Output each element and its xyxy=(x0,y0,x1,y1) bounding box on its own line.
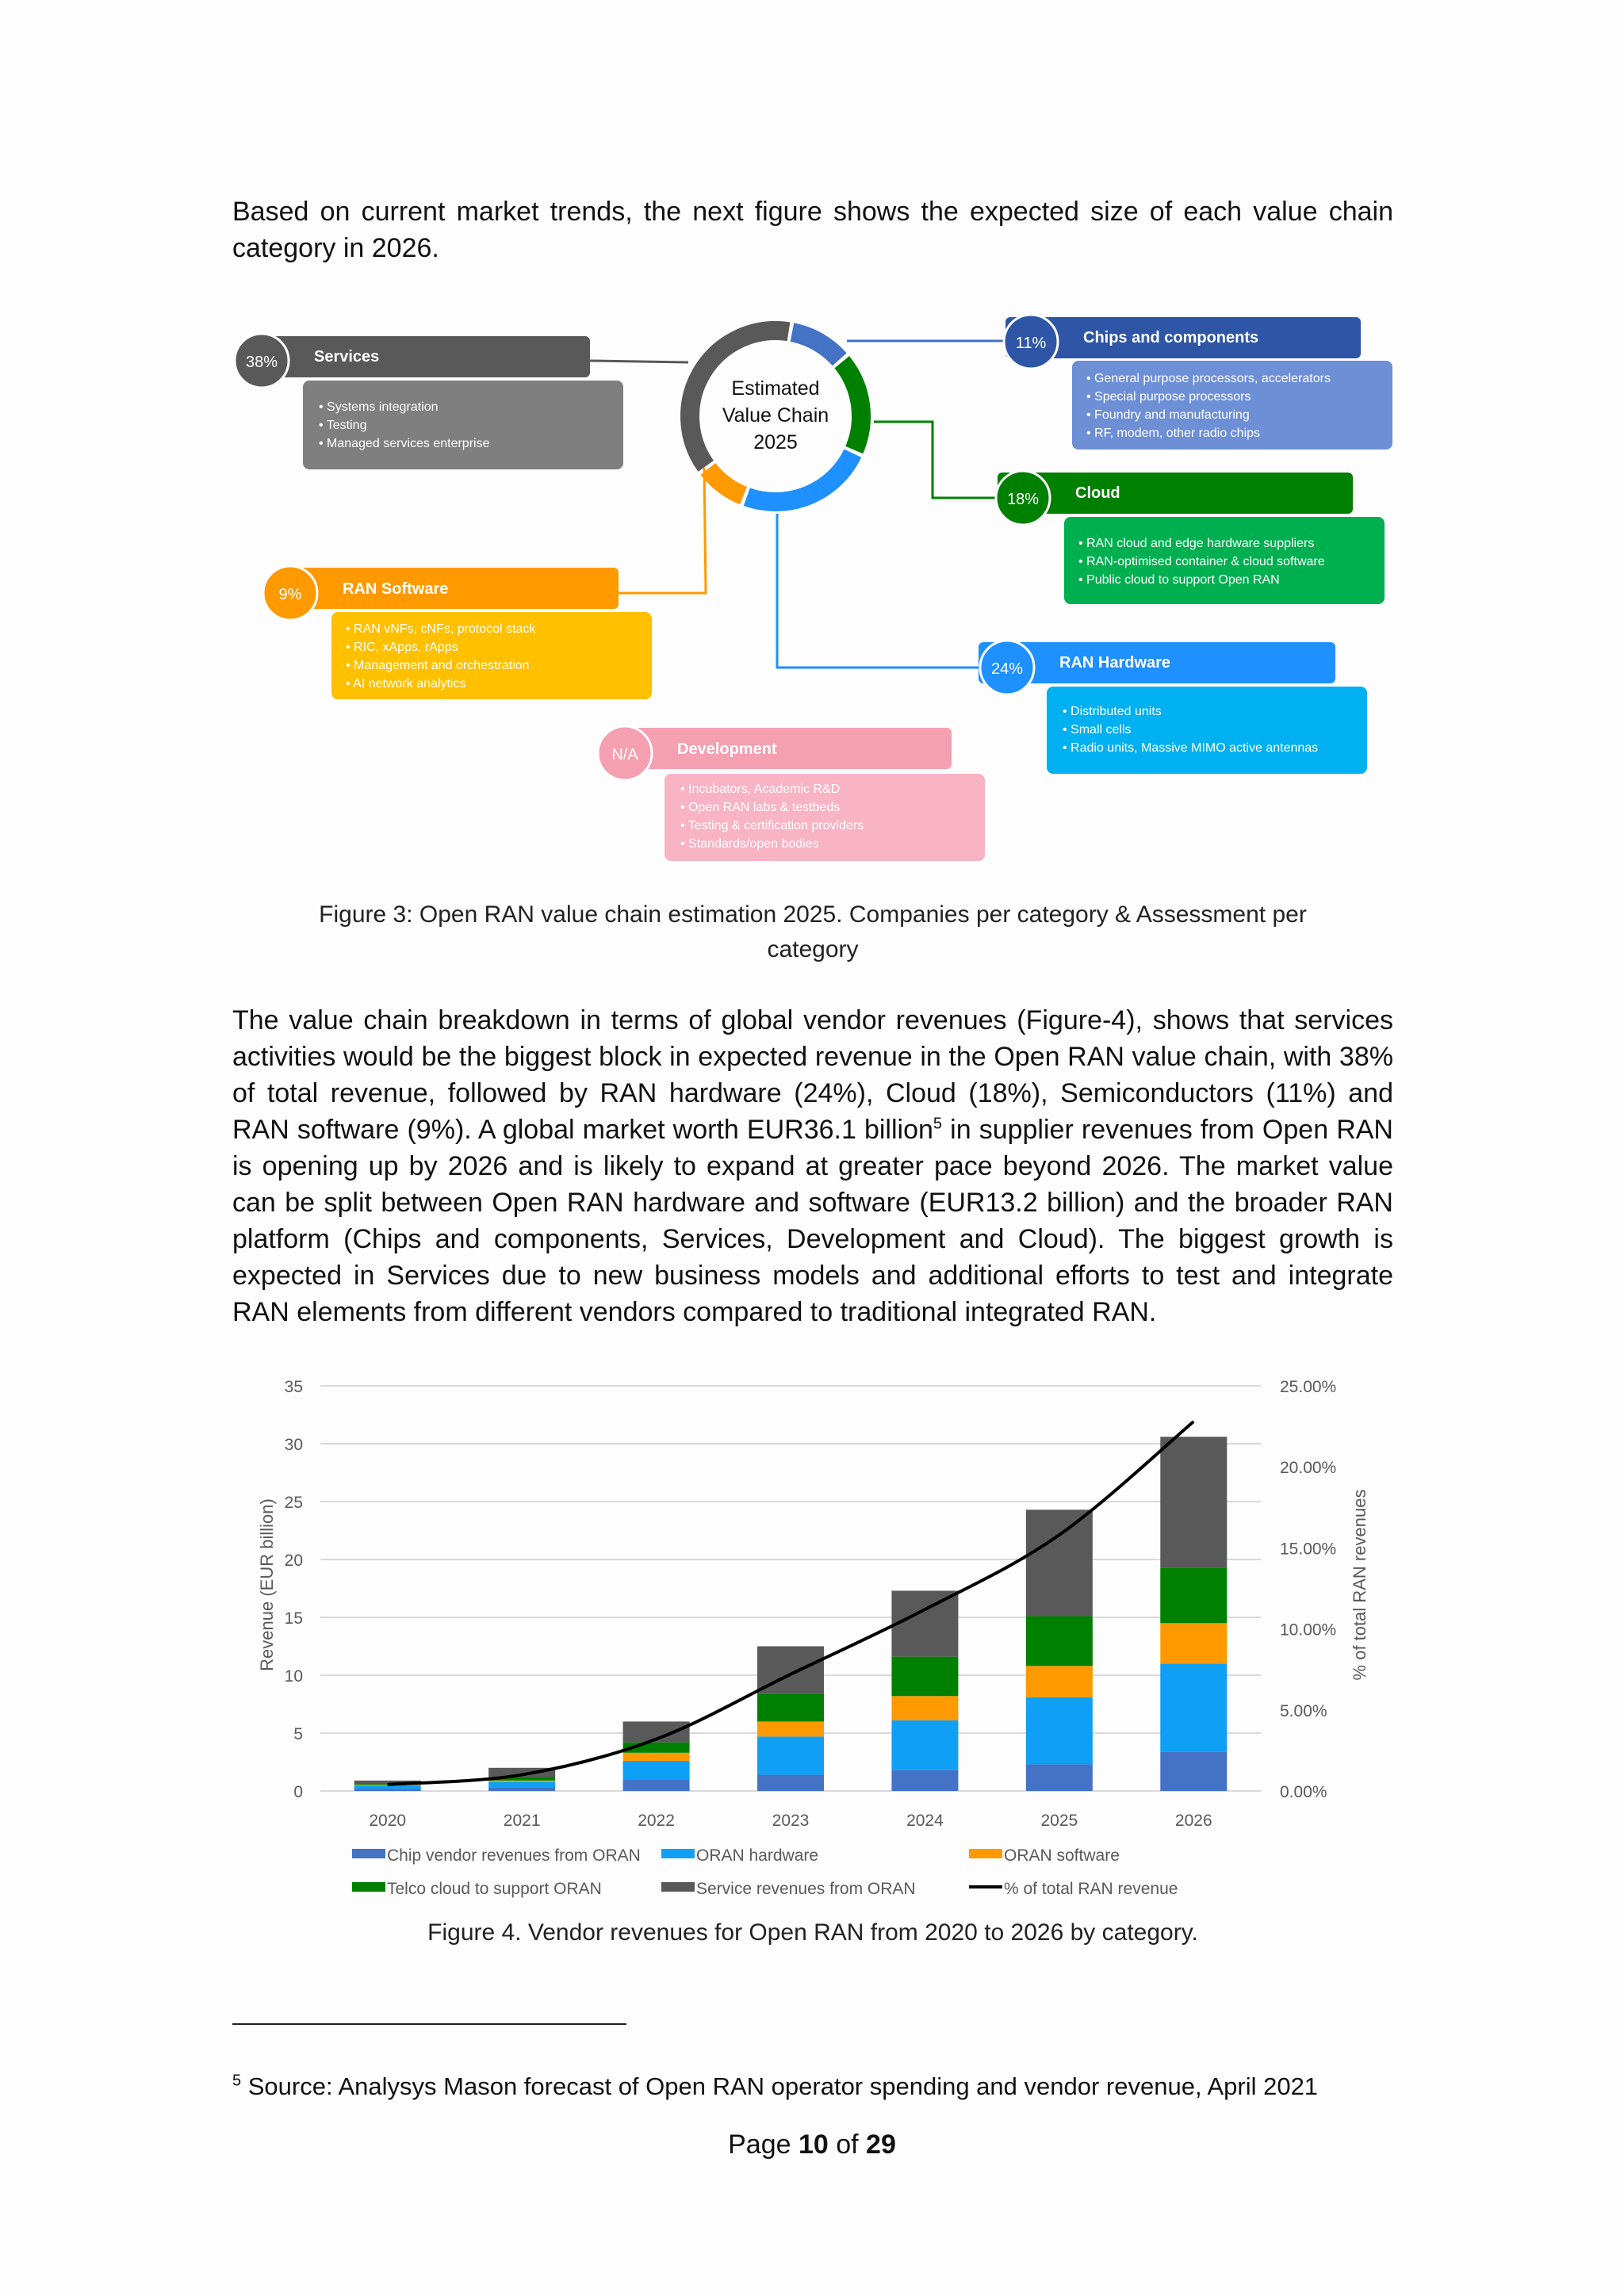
page-prefix: Page xyxy=(728,2130,799,2160)
legend-swatch xyxy=(352,1849,385,1858)
bar-segment xyxy=(1026,1510,1093,1616)
ran-hardware-item: • Distributed units xyxy=(1063,705,1162,718)
x-tick-label: 2023 xyxy=(772,1812,810,1830)
ran-software-title: RAN Software xyxy=(343,580,449,598)
bar-segment xyxy=(1160,1437,1227,1567)
ran-software-item: • RAN vNFs, cNFs, protocol stack xyxy=(346,622,536,636)
bar-segment xyxy=(891,1720,958,1770)
legend-label: ORAN software xyxy=(1004,1846,1120,1865)
legend-label: Chip vendor revenues from ORAN xyxy=(387,1846,641,1865)
category-ran-hardware xyxy=(979,641,1367,774)
x-tick-label: 2020 xyxy=(369,1812,407,1830)
donut-segment-cloud xyxy=(842,362,861,450)
bar-segment xyxy=(623,1753,690,1761)
bar-segment xyxy=(757,1775,824,1791)
chart-y2-axis-label: % of total RAN revenues xyxy=(1350,1489,1369,1681)
legend-swatch xyxy=(352,1882,385,1892)
development-item: • Open RAN labs & testbeds xyxy=(680,801,841,814)
chips-item: • General purpose processors, accelerators xyxy=(1086,372,1331,385)
footnote-rule xyxy=(232,2023,626,2025)
chart-y-ticks xyxy=(285,1378,303,1801)
donut-segment-ran_hardware xyxy=(747,453,853,502)
y2-tick-label: 0.00% xyxy=(1280,1783,1327,1801)
category-chips xyxy=(1004,315,1392,450)
y2-tick-label: 10.00% xyxy=(1280,1621,1337,1640)
donut-center-line-1: Estimated xyxy=(731,377,820,400)
intro-paragraph: Based on current market trends, the next figure shows the expected size of each value chain category in 2026. xyxy=(232,197,1393,263)
footnote-text: Source: Analysys Mason forecast of Open RAN operator spending and vendor revenue, April 2021 xyxy=(247,2072,1319,2100)
donut-center-line-2: Value Chain xyxy=(722,404,829,427)
ran-software-item: • Management and orchestration xyxy=(346,659,530,672)
x-tick-label: 2026 xyxy=(1174,1812,1212,1830)
chips-item: • Special purpose processors xyxy=(1086,390,1251,404)
figure3-caption-line-2: category xyxy=(767,936,859,962)
bar-segment xyxy=(1026,1697,1093,1765)
bar-segment xyxy=(891,1657,958,1697)
bar-segment xyxy=(757,1721,824,1736)
footnote-ref: 5 xyxy=(933,1115,943,1133)
category-ran-software xyxy=(263,566,652,699)
figure3-caption-line-1: Figure 3: Open RAN value chain estimation 2025. Companies per category & Assessment per xyxy=(319,901,1307,928)
services-title: Services xyxy=(314,348,380,365)
development-pct: N/A xyxy=(611,746,638,763)
cloud-item: • RAN cloud and edge hardware suppliers xyxy=(1078,537,1315,550)
bar-segment xyxy=(1160,1663,1227,1751)
services-item: • Testing xyxy=(319,419,367,432)
chart-y-axis-label: Revenue (EUR billion) xyxy=(257,1498,277,1671)
figure4-caption: Figure 4. Vendor revenues for Open RAN from 2020 to 2026 by category. xyxy=(427,1919,1198,1946)
bar-segment xyxy=(623,1779,690,1791)
bar-segment xyxy=(1160,1567,1227,1623)
bar-segment xyxy=(1026,1617,1093,1667)
chips-title: Chips and components xyxy=(1083,329,1259,346)
x-tick-label: 2021 xyxy=(503,1812,541,1830)
category-services xyxy=(235,334,623,469)
services-item: • Managed services enterprise xyxy=(319,437,490,450)
page-current: 10 xyxy=(798,2130,829,2160)
cloud-item: • Public cloud to support Open RAN xyxy=(1078,573,1280,587)
bar-segment xyxy=(1160,1751,1227,1791)
ran-hardware-item: • Small cells xyxy=(1063,723,1132,737)
chart-x-ticks xyxy=(369,1812,1212,1830)
ran-hardware-pct: 24% xyxy=(990,660,1024,678)
chart-legend xyxy=(352,1846,1178,1898)
bar-segment xyxy=(488,1788,555,1791)
cloud-item: • RAN-optimised container & cloud software xyxy=(1078,555,1325,568)
bar-segment xyxy=(1026,1764,1093,1791)
chips-item: • Foundry and manufacturing xyxy=(1086,408,1250,422)
ran-software-item: • AI network analytics xyxy=(346,677,466,691)
category-cloud xyxy=(996,471,1385,604)
development-item: • Testing & certification providers xyxy=(680,819,864,832)
legend-label: % of total RAN revenue xyxy=(1004,1880,1178,1898)
development-title: Development xyxy=(677,740,777,758)
bar-segment xyxy=(1160,1623,1227,1663)
legend-swatch xyxy=(661,1882,695,1892)
figure3-caption xyxy=(232,897,1393,967)
body-paragraph-2-text-cont: in supplier revenues from Open RAN is opening up by 2026 and is likely to expand at greater pace beyond 2026. The market value can be split between Open RAN hardware and software (EUR13.2 billion) and the broader RAN platform (Chips and components, Services, Development and Cloud). The biggest growth is expected in Services due to new business models and additional efforts to test and integrate RAN elements from different vendors compared to traditional integrated RAN. xyxy=(232,1115,1393,1327)
bar-segment xyxy=(891,1770,958,1791)
y2-tick-label: 25.00% xyxy=(1280,1378,1337,1396)
revenue-chart xyxy=(0,1348,1624,1919)
y-tick-label: 30 xyxy=(284,1436,303,1454)
page-number xyxy=(0,2130,1624,2160)
y-tick-label: 20 xyxy=(284,1552,303,1570)
y-tick-label: 25 xyxy=(284,1494,303,1512)
y-tick-label: 35 xyxy=(284,1378,303,1396)
bar-segment xyxy=(891,1696,958,1720)
development-item: • Incubators, Academic R&D xyxy=(680,783,841,796)
value-chain-diagram xyxy=(0,301,1624,872)
bar-segment xyxy=(891,1590,958,1656)
x-tick-label: 2024 xyxy=(906,1812,944,1830)
chips-item: • RF, modem, other radio chips xyxy=(1086,427,1261,440)
bar-segment xyxy=(623,1761,690,1779)
bar-segment xyxy=(1026,1666,1093,1697)
y2-tick-label: 20.00% xyxy=(1280,1459,1337,1478)
ran-software-item: • RIC, xApps, rApps xyxy=(346,641,458,654)
chart-bars xyxy=(354,1437,1228,1791)
donut-segment-chips xyxy=(792,332,840,359)
y2-tick-label: 5.00% xyxy=(1280,1701,1327,1720)
body-paragraph-2 xyxy=(232,1002,1393,1330)
legend-swatch xyxy=(969,1849,1002,1858)
y-tick-label: 10 xyxy=(284,1667,303,1686)
development-item: • Standards/open bodies xyxy=(680,837,819,851)
legend-label: Telco cloud to support ORAN xyxy=(387,1880,602,1898)
page-total: 29 xyxy=(866,2130,896,2160)
legend-label: Service revenues from ORAN xyxy=(696,1880,916,1898)
ran-hardware-item: • Radio units, Massive MIMO active antennas xyxy=(1063,741,1319,755)
services-item: • Systems integration xyxy=(319,400,439,414)
legend-label: ORAN hardware xyxy=(696,1846,819,1865)
bar-segment xyxy=(354,1789,421,1791)
ran-software-pct: 9% xyxy=(278,586,302,603)
footnote xyxy=(232,2071,1318,2103)
body-paragraph-2-text: The value chain breakdown in terms of global vendor revenues (Figure-4), shows that services activities would be the biggest block in expected revenue in the Open RAN value chain, with 38% of total revenue, followed by RAN hardware (24%), Cloud (18%), Semiconductors (11%) and RAN software (9%). A global market worth EUR36.1 billion xyxy=(232,1005,1393,1145)
donut-segment-ran_software xyxy=(708,469,744,496)
footnote-mark: 5 xyxy=(232,2072,242,2090)
bar-segment xyxy=(757,1693,824,1721)
y-tick-label: 5 xyxy=(293,1725,303,1743)
y-tick-label: 15 xyxy=(284,1609,303,1628)
category-development xyxy=(598,726,985,861)
y2-tick-label: 15.00% xyxy=(1280,1540,1337,1559)
donut-center-line-3: 2025 xyxy=(753,431,798,453)
cloud-pct: 18% xyxy=(1006,491,1040,508)
chips-pct: 11% xyxy=(1015,335,1047,352)
bar-segment xyxy=(354,1785,421,1789)
chart-y2-ticks xyxy=(1280,1378,1336,1801)
ran-hardware-title: RAN Hardware xyxy=(1059,654,1171,672)
services-pct: 38% xyxy=(245,354,278,371)
legend-swatch xyxy=(661,1849,695,1858)
page-middle: of xyxy=(828,2130,867,2160)
x-tick-label: 2022 xyxy=(638,1812,675,1830)
bar-segment xyxy=(488,1781,555,1787)
y-tick-label: 0 xyxy=(293,1783,303,1801)
cloud-title: Cloud xyxy=(1075,484,1120,502)
bar-segment xyxy=(757,1736,824,1774)
x-tick-label: 2025 xyxy=(1040,1812,1078,1830)
